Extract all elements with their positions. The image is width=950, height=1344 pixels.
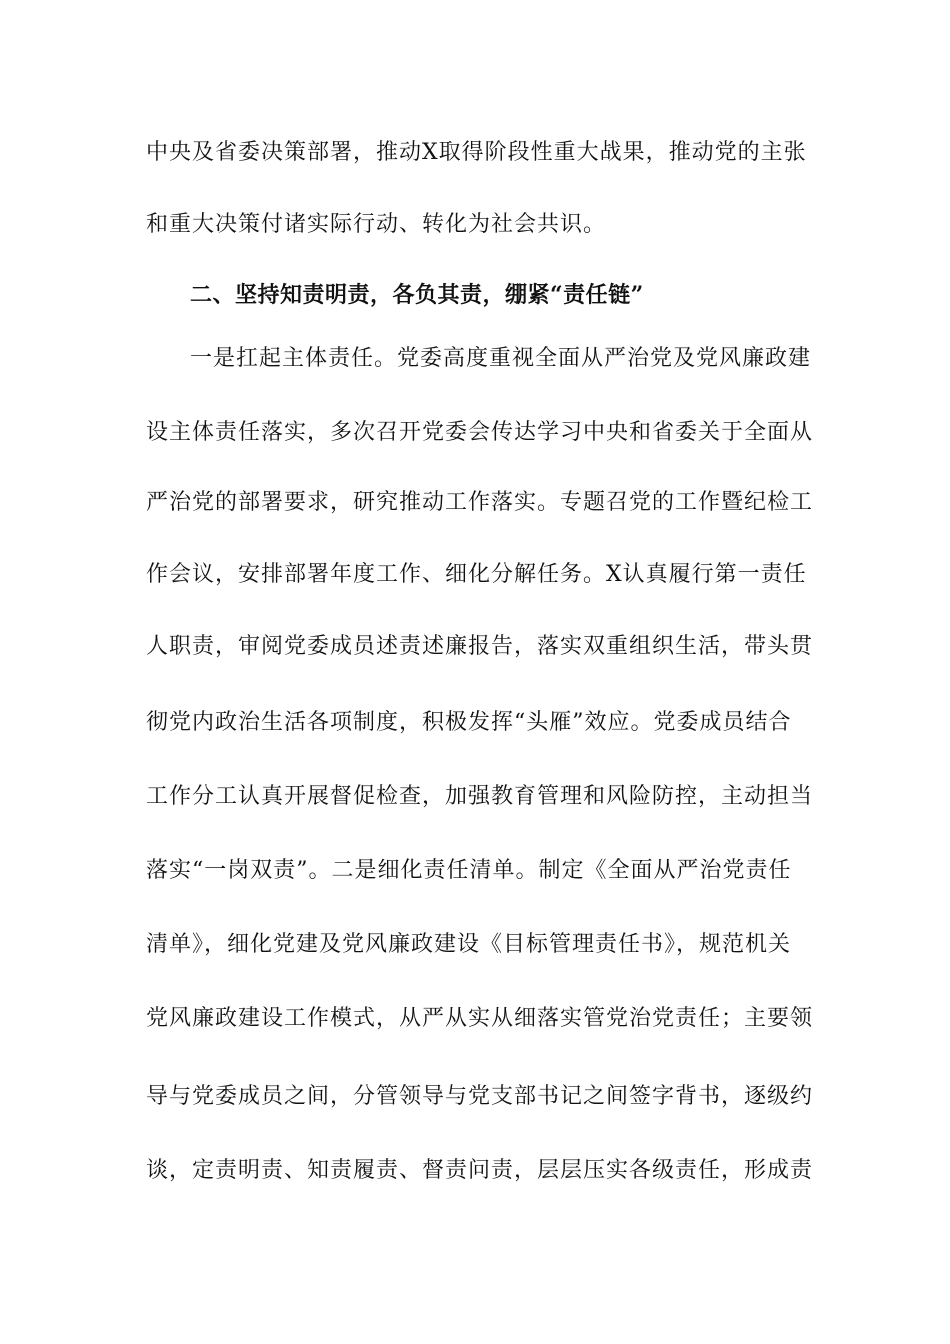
body-line-3: 一是扛起主体责任。党委高度重视全面从严治党及党风廉政建 <box>190 346 812 371</box>
body-line-12: 党风廉政建设工作模式，从严从实从细落实管党治党责任；主要领 <box>146 1006 814 1031</box>
body-line-4: 设主体责任落实，多次召开党委会传达学习中央和省委关于全面从 <box>146 420 814 445</box>
section-heading: 二、坚持知责明责，各负其责，绷紧“责任链” <box>190 282 644 308</box>
body-line-9: 工作分工认真开展督促检查，加强教育管理和风险防控，主动担当 <box>146 784 814 809</box>
body-line-8: 彻党内政治生活各项制度，积极发挥“头雁”效应。党委成员结合 <box>146 710 792 735</box>
body-line-6: 作会议，安排部署年度工作、细化分解任务。X认真履行第一责任 <box>146 562 807 587</box>
body-line-10: 落实“一岗双责”。二是细化责任清单。制定《全面从严治党责任 <box>146 858 792 883</box>
body-line-11: 清单》，细化党建及党风廉政建设《目标管理责任书》，规范机关 <box>146 932 792 957</box>
body-line-1: 中央及省委决策部署，推动X取得阶段性重大战果，推动党的主张 <box>146 140 807 165</box>
body-line-13: 导与党委成员之间，分管领导与党支部书记之间签字背书，逐级约 <box>146 1084 814 1109</box>
body-line-7: 人职责，审阅党委成员述责述廉报告，落实双重组织生活，带头贯 <box>146 634 814 659</box>
body-line-5: 严治党的部署要求，研究推动工作落实。专题召党的工作暨纪检工 <box>146 490 814 515</box>
body-line-14: 谈，定责明责、知责履责、督责问责，层层压实各级责任，形成责 <box>146 1158 814 1183</box>
body-line-2: 和重大决策付诸实际行动、转化为社会共识。 <box>146 212 607 237</box>
